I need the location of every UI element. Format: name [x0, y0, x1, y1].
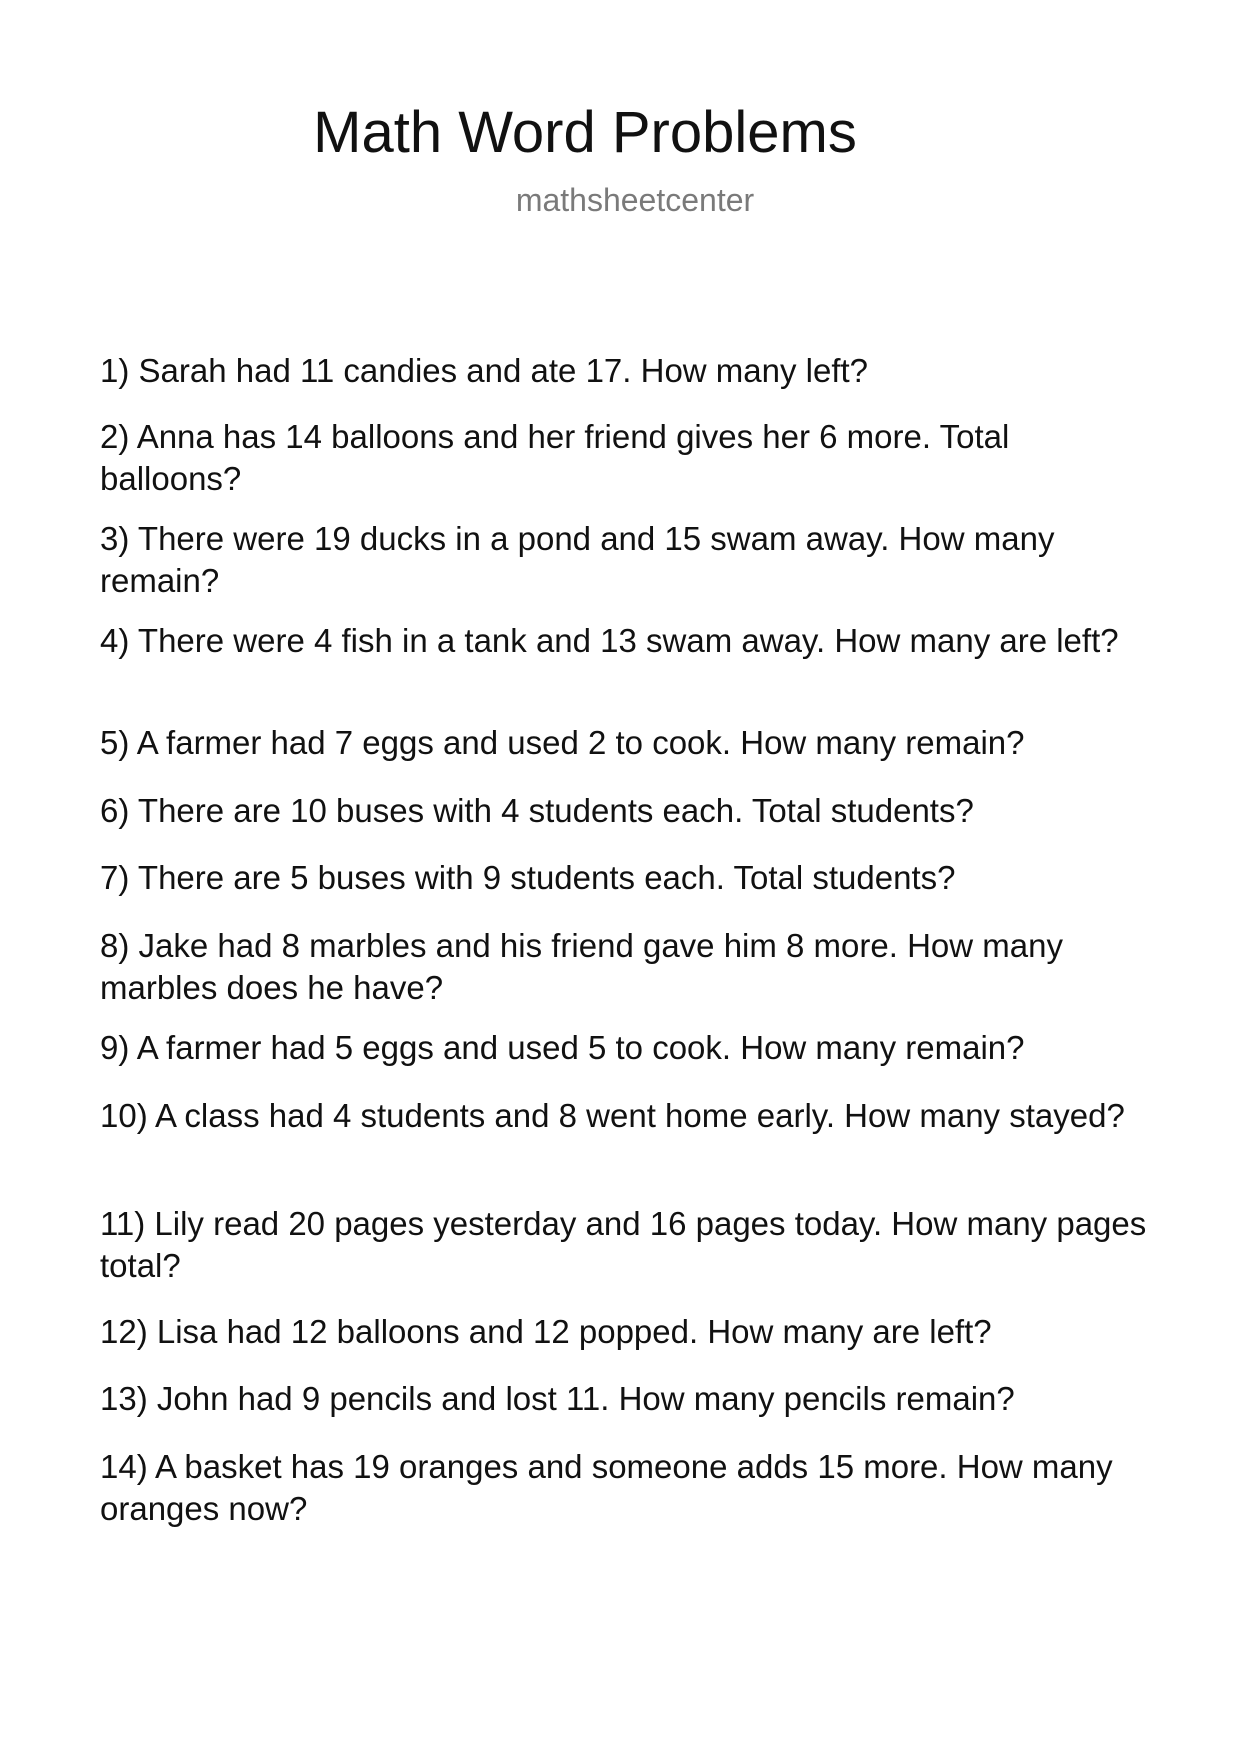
problem-item: 8) Jake had 8 marbles and his friend gave him 8 more. How many marbles does he have? [100, 927, 1063, 1006]
problem-item: 10) A class had 4 students and 8 went home early. How many stayed? [100, 1097, 1125, 1134]
problem-item: 3) There were 19 ducks in a pond and 15 swam away. How many remain? [100, 520, 1055, 599]
problem-item: 14) A basket has 19 oranges and someone adds 15 more. How many oranges now? [100, 1448, 1113, 1527]
problem-item: 12) Lisa had 12 balloons and 12 popped. How many are left? [100, 1313, 992, 1350]
problem-item: 11) Lily read 20 pages yesterday and 16 pages today. How many pages total? [100, 1205, 1147, 1284]
page-title: Math Word Problems [313, 100, 857, 165]
problem-item: 7) There are 5 buses with 9 students each. Total students? [100, 859, 956, 896]
problem-item: 5) A farmer had 7 eggs and used 2 to cook. How many remain? [100, 724, 1025, 761]
page-subtitle: mathsheetcenter [515, 182, 755, 218]
problem-item: 9) A farmer had 5 eggs and used 5 to cook. How many remain? [100, 1029, 1025, 1066]
problem-item: 13) John had 9 pencils and lost 11. How many pencils remain? [100, 1380, 1015, 1417]
problem-item: 4) There were 4 fish in a tank and 13 swam away. How many are left? [100, 622, 1119, 659]
problem-item: 6) There are 10 buses with 4 students each. Total students? [100, 792, 974, 829]
problem-item: 1) Sarah had 11 candies and ate 17. How many left? [100, 352, 869, 389]
problem-item: 2) Anna has 14 balloons and her friend gives her 6 more. Total balloons? [100, 418, 1010, 497]
